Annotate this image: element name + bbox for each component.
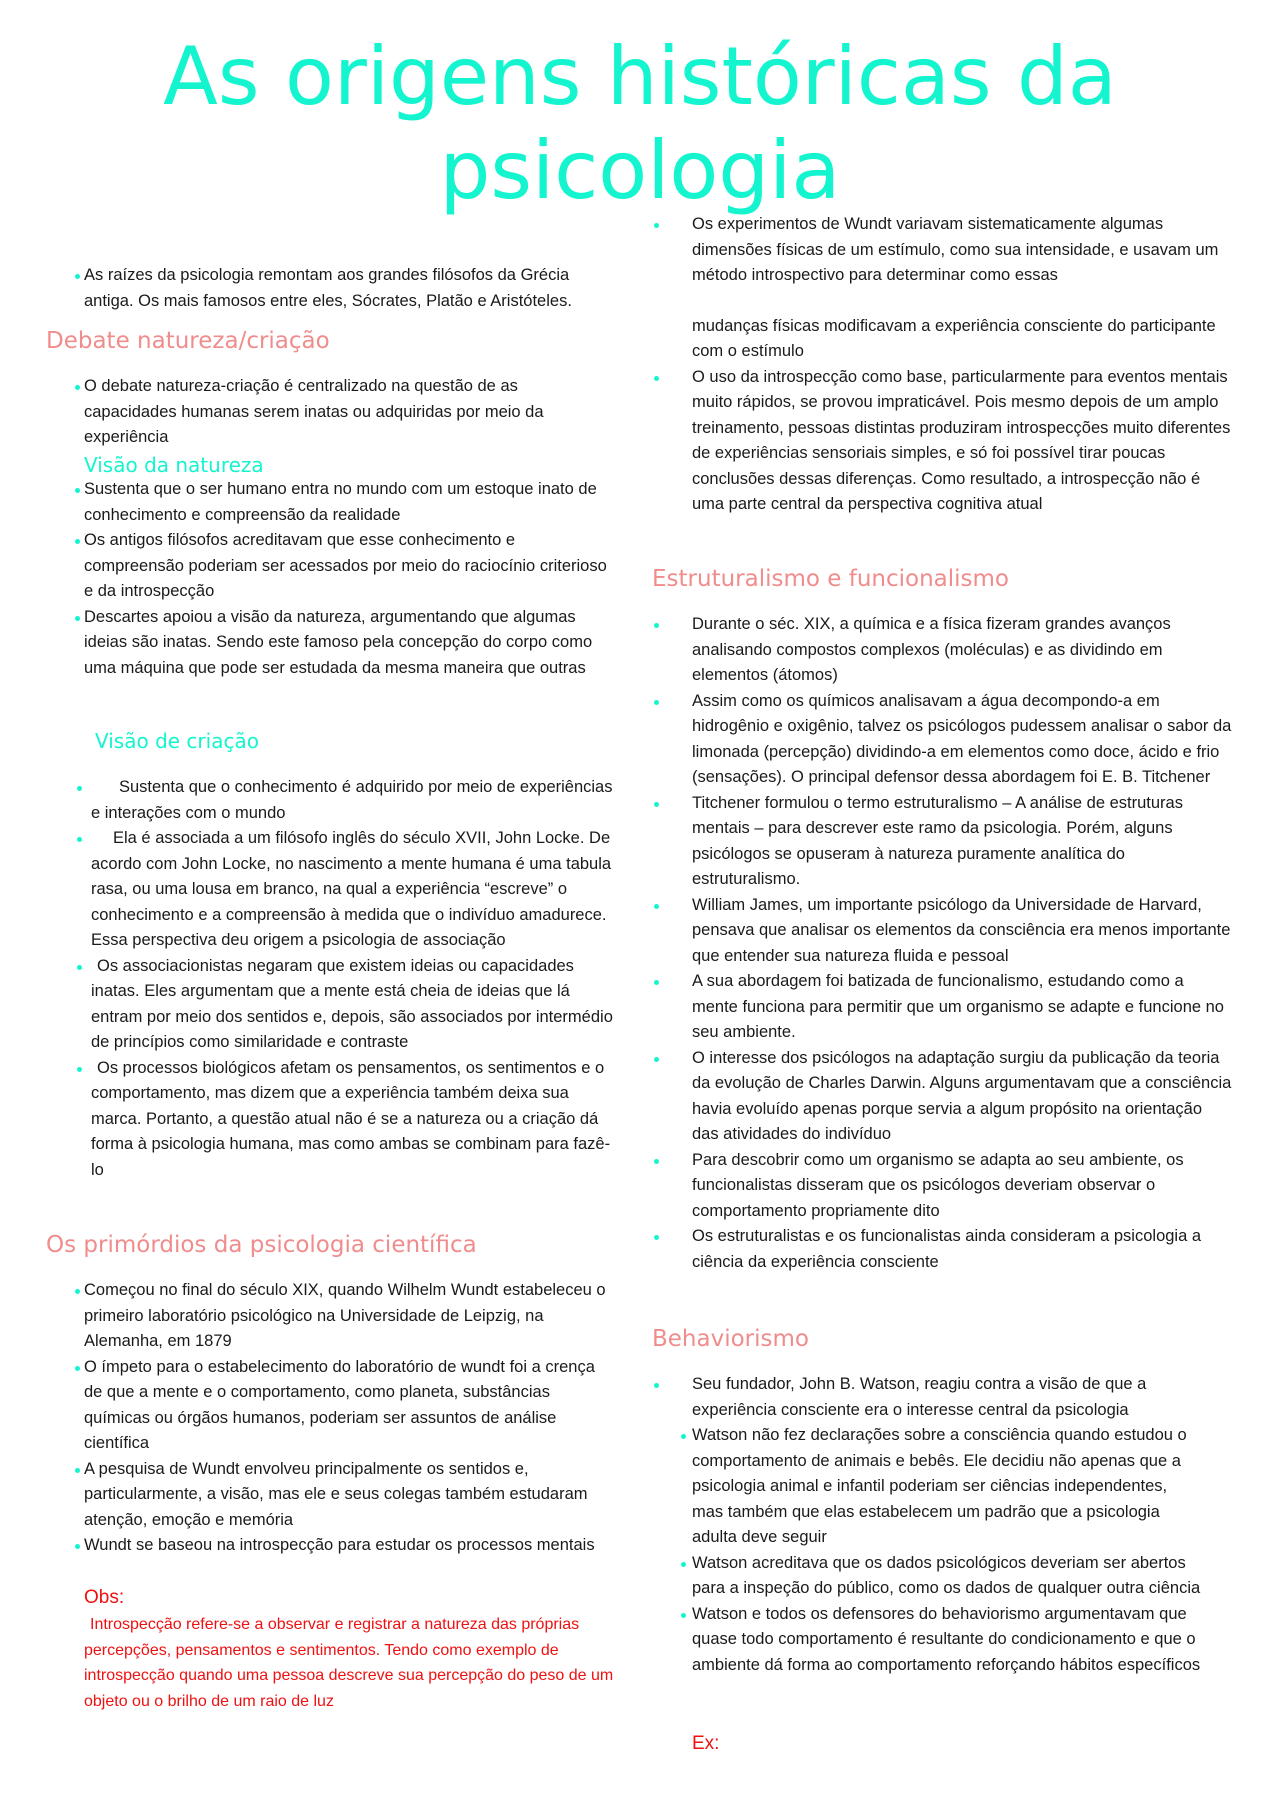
list-item: Sustenta que o ser humano entra no mundo com um estoque inato de conhecimento e compreensão da realidade [74,477,614,528]
list-item-text: Os experimentos de Wundt variavam sistematicamente algumas dimensões físicas de um estímulo, como sua intensidade, e usavam um método introspectivo para determinar como essas [692,215,1219,284]
list-item: As raízes da psicologia remontam aos grandes filósofos da Grécia antiga. Os mais famosos entre eles, Sócrates, Platão e Aristóteles. [74,263,614,314]
list-item: Ela é associada a um filósofo inglês do século XVII, John Locke. De acordo com John Locke, no nascimento a mente humana é uma tabula rasa, ou uma lousa em branco, na qual a experiência “escreve” o conhecimento e a compreensão à medida que o indivíduo amadurece. Essa perspectiva deu origem a psicologia de associação [74,826,620,954]
behaviorismo-list [652,1423,1202,1678]
section-heading-primordios: Os primórdios da psicologia científica [46,1232,477,1258]
list-item: Sustenta que o conhecimento é adquirido por meio de experiências e interações com o mundo [74,775,620,826]
list-item: Os estruturalistas e os funcionalistas ainda consideram a psicologia a ciência da experiência consciente [652,1224,1232,1275]
section-heading-behaviorismo: Behaviorismo [652,1326,809,1352]
list-item: O uso da introspecção como base, particularmente para eventos mentais muito rápidos, se provou impraticável. Pois mesmo depois de um amplo treinamento, pessoas distintas produziram introspecções muito diferentes de experiências sensoriais simples, e só foi possível tirar poucas conclusões dessas diferenças. Como resultado, a introspecção não é uma parte central da perspectiva cognitiva atual [652,365,1232,518]
list-item: O ímpeto para o estabelecimento do laboratório de wundt foi a crença de que a mente e o comportamento, como planeta, substâncias químicas ou órgãos humanos, poderiam ser assuntos de análise científica [74,1355,614,1457]
obs-text: Introspecção refere-se a observar e registrar a natureza das próprias percepções, pensamentos e sentimentos. Tendo como exemplo de introspecção quando uma pessoa descreve sua percepção do peso de um objeto ou o brilho de um raio de luz [84,1616,614,1710]
list-item-text: mudanças físicas modificavam a experiência consciente do participante com o estímulo [692,316,1216,360]
wundt-continued-list [652,212,1232,518]
list-item: Titchener formulou o termo estruturalismo – A análise de estruturas mentais – para descrever este ramo da psicologia. Porém, alguns psicólogos se opuseram à natureza puramente analítica do estruturalismo. [652,791,1232,893]
behaviorismo-first-list [652,1372,1232,1423]
list-item: Os associacionistas negaram que existem ideias ou capacidades inatas. Eles argumentam que a mente está cheia de ideias que lá entram por meio dos sentidos e, depois, são associados por intermédio de princípios como similaridade e contraste [74,954,620,1056]
list-item: A pesquisa de Wundt envolveu principalmente os sentidos e, particularmente, a visão, mas ele e seus colegas também estudaram atenção, emoção e memória [74,1457,614,1534]
estruturalismo-list [652,612,1232,1275]
list-item: O interesse dos psicólogos na adaptação surgiu da publicação da teoria da evolução de Charles Darwin. Alguns argumentavam que a consciência havia evoluído apenas porque servia a algum propósito na orientação das atividades do indivíduo [652,1046,1232,1148]
subheading-visao-criacao: Visão de criação [95,729,259,753]
visao-criacao-list [74,775,620,1183]
page-title: As origens históricas da psicologia [163,30,1117,217]
list-item: Seu fundador, John B. Watson, reagiu contra a visão de que a experiência consciente era o interesse central da psicologia [652,1372,1232,1423]
subheading-visao-natureza: Visão da natureza [84,453,264,477]
visao-natureza-list [74,477,614,681]
obs-label: Obs: [84,1587,125,1608]
list-item: Wundt se baseou na introspecção para estudar os processos mentais [74,1533,614,1559]
list-item: William James, um importante psicólogo da Universidade de Harvard, pensava que analisar os elementos da consciência era menos importante que entender sua natureza fluida e pessoal [652,893,1232,970]
list-item: Os processos biológicos afetam os pensamentos, os sentimentos e o comportamento, mas dizem que a experiência também deixa sua marca. Portanto, a questão atual não é se a natureza ou a criação dá forma à psicologia humana, mas como ambas se combinam para fazê-lo [74,1056,620,1184]
list-item: Começou no final do século XIX, quando Wilhelm Wundt estabeleceu o primeiro laboratório psicológico na Universidade de Leipzig, na Alemanha, em 1879 [74,1278,614,1355]
list-item: Os antigos filósofos acreditavam que esse conhecimento e compreensão poderiam ser acessados por meio do raciocínio criterioso e da introspecção [74,528,614,605]
list-item: Watson e todos os defensores do behaviorismo argumentavam que quase todo comportamento é resultante do condicionamento e que o ambiente dá forma ao comportamento reforçando hábitos específicos [682,1602,1202,1679]
list-item: Para descobrir como um organismo se adapta ao seu ambiente, os funcionalistas disseram que os psicólogos deveriam observar o comportamento propriamente dito [652,1148,1232,1225]
intro-list [74,263,614,314]
list-item: Durante o séc. XIX, a química e a física fizeram grandes avanços analisando compostos complexos (moléculas) e as dividindo em elementos (átomos) [652,612,1232,689]
list-item: Descartes apoiou a visão da natureza, argumentando que algumas ideias são inatas. Sendo este famoso pela concepção do corpo como uma máquina que pode ser estudada da mesma maneira que outras [74,605,614,682]
list-item [652,212,1232,365]
list-item: A sua abordagem foi batizada de funcionalismo, estudando como a mente funciona para permitir que um organismo se adapte e funcione no seu ambiente. [652,969,1232,1046]
list-item: Watson acreditava que os dados psicológicos deveriam ser abertos para a inspeção do público, como os dados de qualquer outra ciência [682,1551,1202,1602]
list-item: Watson não fez declarações sobre a consciência quando estudou o comportamento de animais e bebês. Ele decidiu não apenas que a psicologia animal e infantil poderiam ser ciências independentes, mas também que elas estabelecem um padrão que a psicologia adulta deve seguir [682,1423,1202,1551]
list-item: O debate natureza-criação é centralizado na questão de as capacidades humanas serem inatas ou adquiridas por meio da experiência [74,374,614,451]
list-item: Assim como os químicos analisavam a água decompondo-a em hidrogênio e oxigênio, talvez os psicólogos pudessem analisar o sabor da limonada (percepção) dividindo-a em elementos como doce, ácido e frio (sensações). O principal defensor dessa abordagem foi E. B. Titchener [652,689,1232,791]
natureza-criacao-list [74,374,614,451]
ex-label: Ex: [692,1733,720,1754]
primordios-list [74,1278,614,1559]
section-heading-estruturalismo: Estruturalismo e funcionalismo [652,566,1009,592]
section-heading-natureza-criacao: Debate natureza/criação [46,328,330,354]
